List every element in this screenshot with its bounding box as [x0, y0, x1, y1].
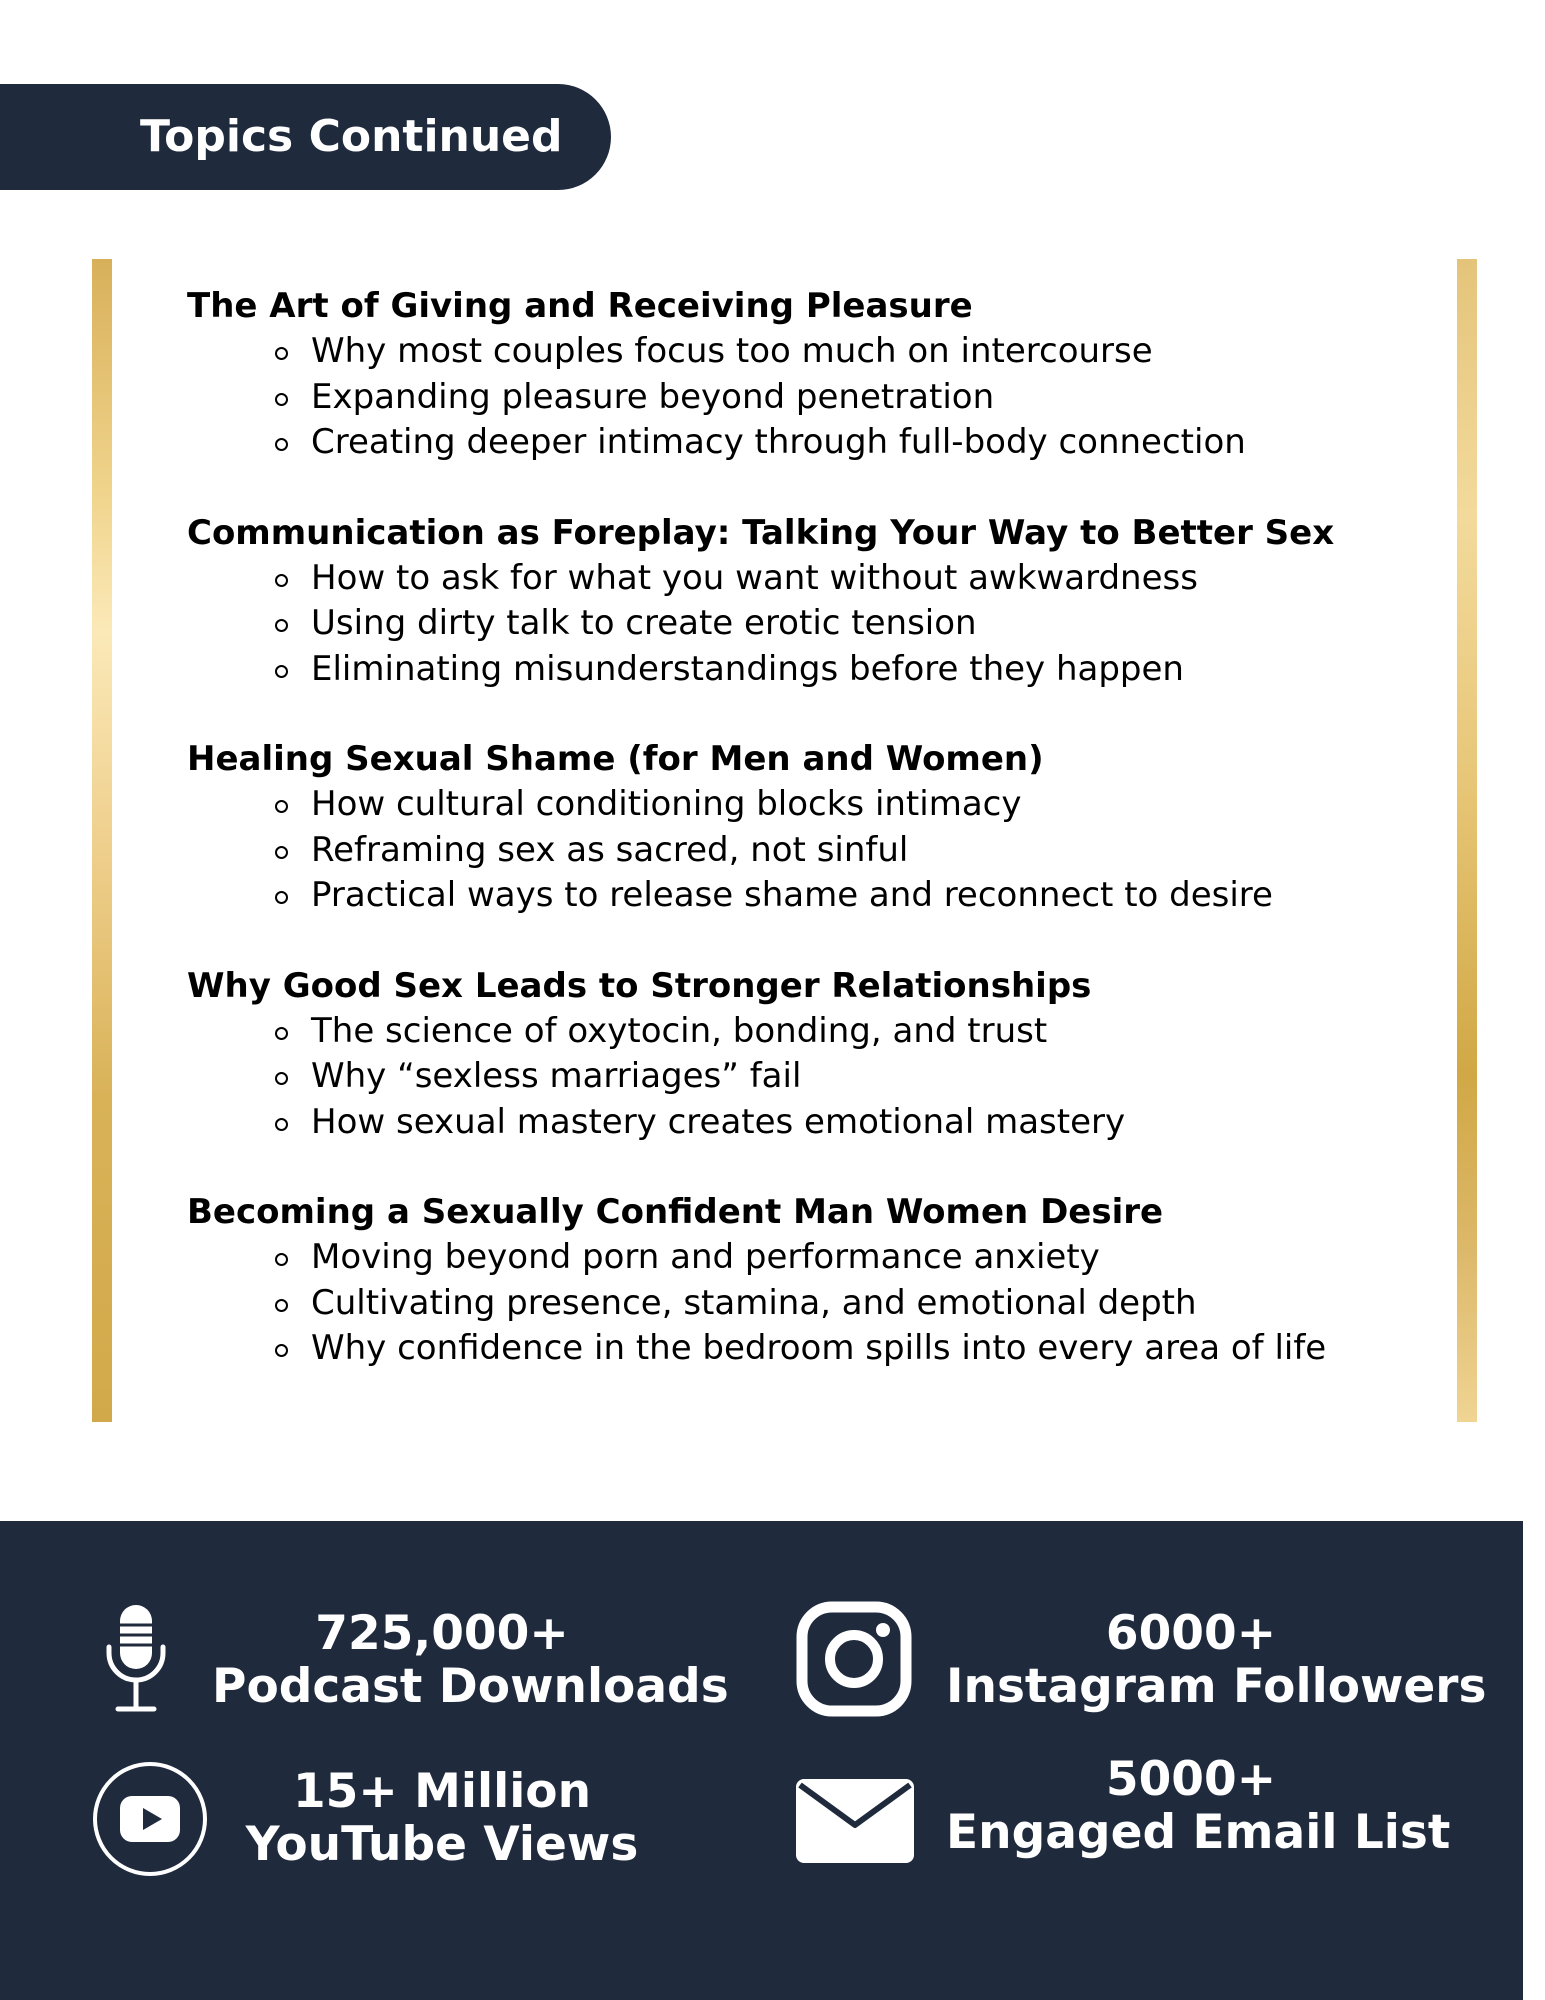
topic-bullet: Why most couples focus too much on intercourse: [275, 329, 1417, 375]
topic-section: [187, 284, 1417, 466]
topics-list: [187, 284, 1417, 1417]
topic-section: [187, 1190, 1417, 1372]
topic-bullet: Practical ways to release shame and reconnect to desire: [275, 873, 1417, 919]
stat-podcast: [212, 1606, 729, 1714]
topic-bullet: The science of oxytocin, bonding, and trust: [275, 1009, 1417, 1055]
stat-value: 5000+: [1105, 1752, 1277, 1807]
topic-heading: Why Good Sex Leads to Stronger Relationships: [187, 965, 1092, 1006]
topic-bullet: Why confidence in the bedroom spills into every area of life: [275, 1326, 1417, 1372]
section-title: Topics Continued: [140, 111, 563, 162]
stat-email: [946, 1752, 1451, 1860]
topic-bullet: Cultivating presence, stamina, and emotional depth: [275, 1281, 1417, 1327]
stat-label: Podcast Downloads: [212, 1659, 729, 1714]
section-header: [0, 84, 611, 190]
topic-bullet: Expanding pleasure beyond penetration: [275, 375, 1417, 421]
youtube-icon: [92, 1761, 208, 1877]
topic-heading: Healing Sexual Shame (for Men and Women): [187, 739, 1044, 779]
instagram-icon: [796, 1601, 912, 1717]
stat-value: 6000+: [1105, 1606, 1277, 1661]
stat-label: Engaged Email List: [946, 1805, 1451, 1860]
stat-instagram: [946, 1606, 1487, 1714]
topic-bullets: [187, 556, 1417, 693]
topic-bullet: Why “sexless marriages” fail: [275, 1054, 1417, 1100]
stat-value: 725,000+: [315, 1606, 569, 1661]
stat-label: Instagram Followers: [946, 1659, 1487, 1714]
topic-bullet: Eliminating misunderstandings before they happen: [275, 647, 1417, 693]
topic-section: [187, 511, 1417, 693]
topic-bullet: How sexual mastery creates emotional mastery: [275, 1100, 1417, 1146]
topic-bullets: [187, 329, 1417, 466]
topic-bullets: [187, 1009, 1417, 1146]
topic-bullet: Using dirty talk to create erotic tension: [275, 601, 1417, 647]
stat-label: YouTube Views: [245, 1817, 639, 1872]
topic-heading: Communication as Foreplay: Talking Your Way to Better Sex: [187, 512, 1335, 553]
microphone-icon: [104, 1603, 168, 1715]
stats-panel: [0, 1521, 1523, 2000]
stat-youtube: [212, 1765, 672, 1871]
topic-bullet: Creating deeper intimacy through full-body connection: [275, 420, 1417, 466]
topic-bullet: How cultural conditioning blocks intimacy: [275, 782, 1417, 828]
topic-section: [187, 737, 1417, 919]
topic-bullet: Reframing sex as sacred, not sinful: [275, 828, 1417, 874]
stat-value: 15+ Million: [292, 1764, 592, 1819]
topic-section: [187, 964, 1417, 1146]
right-gold-bar: [1457, 259, 1477, 1422]
topic-heading: The Art of Giving and Receiving Pleasure: [187, 286, 973, 326]
topic-bullet: How to ask for what you want without awkwardness: [275, 556, 1417, 602]
topic-bullets: [187, 782, 1417, 919]
topic-bullets: [187, 1235, 1417, 1372]
topic-heading: Becoming a Sexually Confident Man Women Desire: [187, 1192, 1164, 1232]
left-gold-bar: [92, 259, 112, 1422]
mail-icon: [796, 1779, 914, 1863]
topic-bullet: Moving beyond porn and performance anxiety: [275, 1235, 1417, 1281]
